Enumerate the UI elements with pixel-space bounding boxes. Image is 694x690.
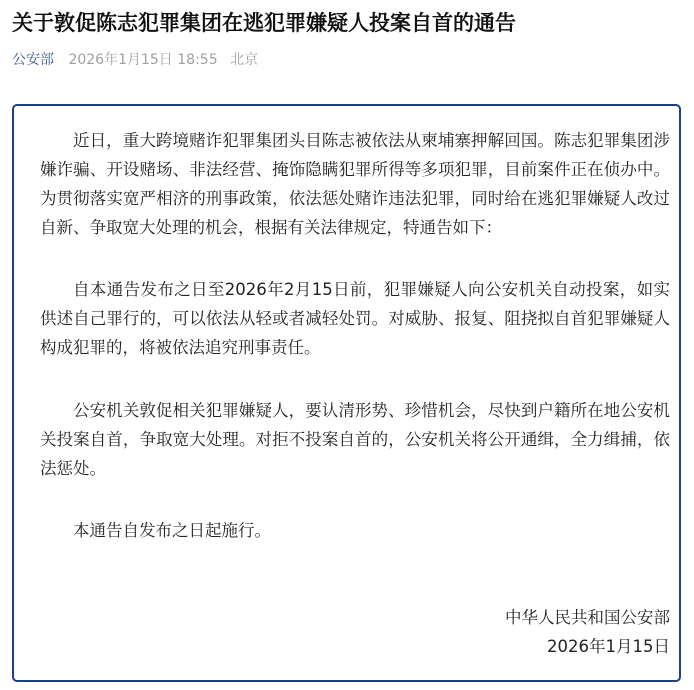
notice-paragraph-urging: 公安机关敦促相关犯罪嫌疑人，要认清形势、珍惜机会，尽快到户籍所在地公安机关投案自首，争取宽大处理。对拒不投案自首的，公安机关将公开通缉，全力缉捕，依法惩处。 — [40, 401, 670, 478]
article-title: 关于敦促陈志犯罪集团在逃犯罪嫌疑人投案自首的通告 — [12, 11, 516, 35]
publish-datetime: 2026年1月15日 18:55 — [68, 52, 218, 68]
notice-paragraph-effective: 本通告自发布之日起施行。 — [73, 521, 271, 540]
issue-date: 2026年1月15日 — [547, 637, 670, 656]
notice-paragraph-surrender-terms: 自本通告发布之日至2026年2月15日前，犯罪嫌疑人向公安机关自动投案，如实供述自己罪行的，可以依法从轻或者减轻处罚。对威胁、报复、阻挠拟自首犯罪嫌疑人构成犯罪的，将被依法追究刑事责任。 — [40, 280, 670, 357]
source-link[interactable]: 公安部 — [12, 52, 54, 68]
notice-paragraph-intro: 近日，重大跨境赌诈犯罪集团头目陈志被依法从柬埔寨押解回国。陈志犯罪集团涉嫌诈骗、开设赌场、非法经营、掩饰隐瞒犯罪所得等多项犯罪，目前案件正在侦办中。为贯彻落实宽严相济的刑事政策，依法惩处赌诈违法犯罪，同时给在逃犯罪嫌疑人改过自新、争取宽大处理的机会，根据有关法律规定，特通告如下： — [40, 131, 670, 237]
publish-location: 北京 — [230, 52, 259, 68]
article-meta — [12, 50, 258, 70]
issuer-signature: 中华人民共和国公安部 — [505, 608, 670, 627]
